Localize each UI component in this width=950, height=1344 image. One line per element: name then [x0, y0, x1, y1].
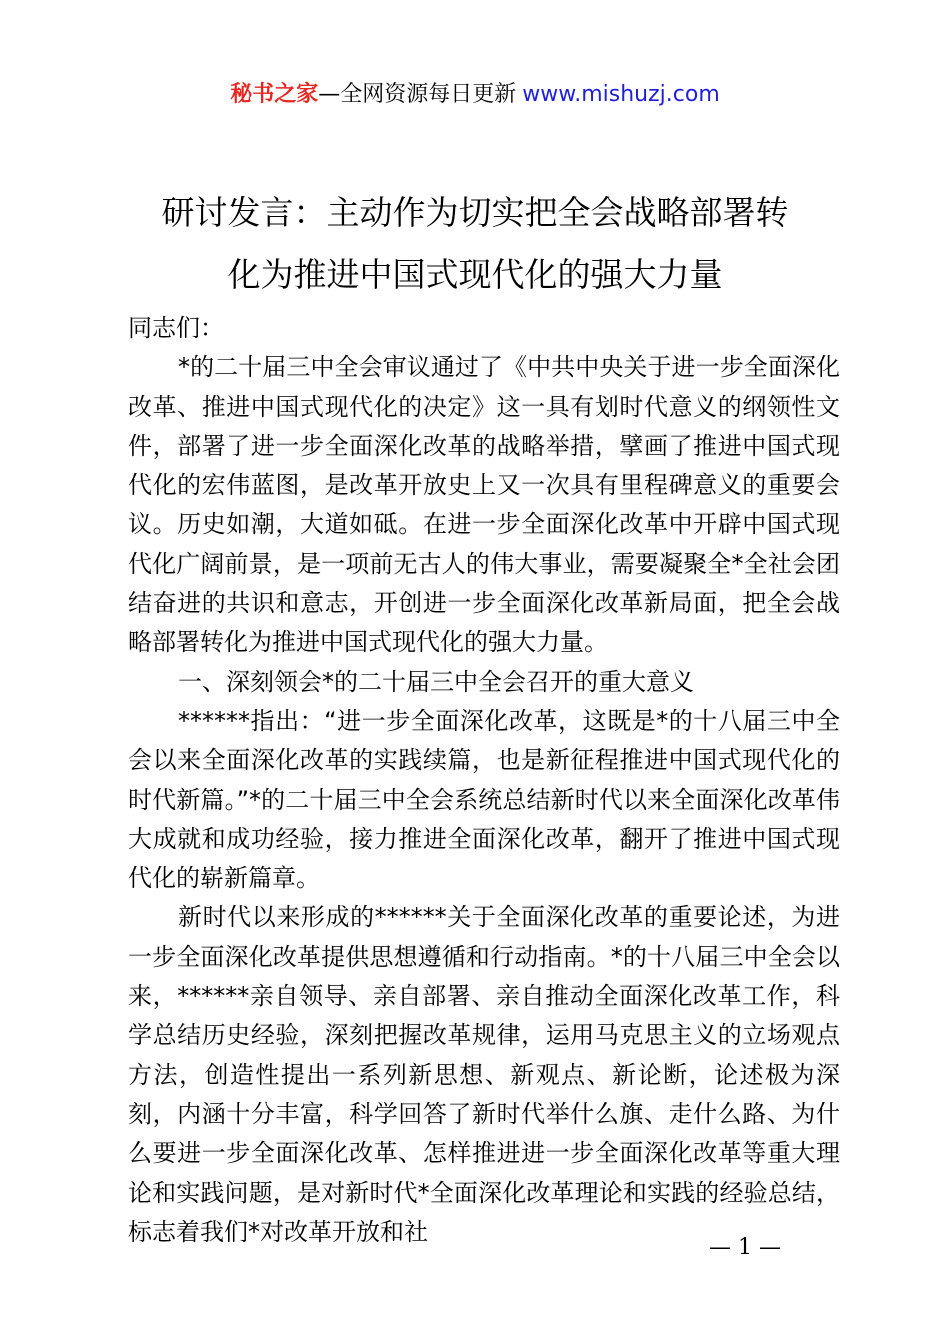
brand-name: 秘书之家 — [230, 82, 319, 107]
banner-slogan: —全网资源每日更新 — [318, 82, 517, 107]
paragraph-quote: ******指出：“进一步全面深化改革，这既是*的十八届三中全会以来全面深化改革的实践续篇，也是新征程推进中国式现代化的时代新篇。”*的二十届三中全会系统总结新时代以来全面深化改革伟大成就和成功经验，接力推进全面深化改革，翻开了推进中国式现代化的崭新篇章。 — [128, 706, 840, 893]
document-body — [128, 309, 840, 1252]
title-line-1: 研讨发言：主动作为切实把全会战略部署转 — [161, 193, 789, 232]
salutation: 同志们： — [128, 314, 224, 342]
paragraph-intro: *的二十届三中全会审议通过了《中共中央关于进一步全面深化改革、推进中国式现代化的决定》这一具有划时代意义的纲领性文件，部署了进一步全面深化改革的战略举措，擘画了推进中国式现代化的宏伟蓝图，是改革开放史上又一次具有里程碑意义的重要会议。历史如潮，大道如砥。在进一步全面深化改革中开辟中国式现代化广阔前景，是一项前无古人的伟大事业，需要凝聚全*全社会团结奋进的共识和意志，开创进一步全面深化改革新局面，把全会战略部署转化为推进中国式现代化的强大力量。 — [128, 353, 840, 657]
paragraph-new-era: 新时代以来形成的******关于全面深化改革的重要论述，为进一步全面深化改革提供思想遵循和行动指南。*的十八届三中全会以来，******亲自领导、亲自部署、亲自推动全面深化改革工作，科学总结历史经验，深刻把握改革规律，运用马克思主义的立场观点方法，创造性提出一系列新思想、新观点、新论断，论述极为深刻，内涵十分丰富，科学回答了新时代举什么旗、走什么路、为什么要进一步全面深化改革、怎样推进进一步全面深化改革等重大理论和实践问题，是对新时代*全面深化改革理论和实践的经验总结，标志着我们*对改革开放和社 — [128, 903, 840, 1246]
website-link[interactable]: www.mishuzj.com — [522, 82, 720, 107]
document-title — [0, 182, 950, 306]
site-banner — [0, 78, 950, 112]
title-line-2: 化为推进中国式现代化的强大力量 — [227, 255, 723, 294]
section-heading: 一、深刻领会*的二十届三中全会召开的重大意义 — [178, 667, 694, 696]
page-number: — 1 — — [709, 1235, 781, 1260]
